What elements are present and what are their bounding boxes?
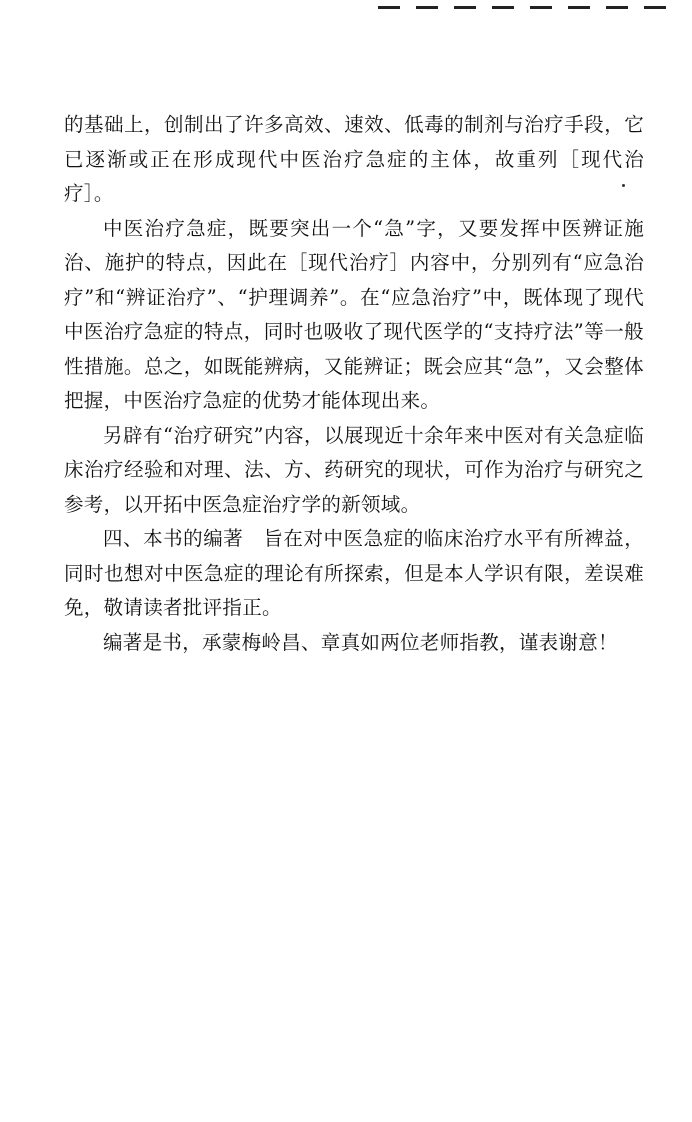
- dash: [606, 6, 628, 9]
- dash: [530, 6, 552, 9]
- dash: [492, 6, 514, 9]
- paragraph-emergency-treatment: 中医治疗急症，既要突出一个“急”字，又要发挥中医辨证施治、施护的特点，因此在［现代治疗］内容中，分别列有“应急治疗”和“辨证治疗”、“护理调养”。在“应急治疗”中，既体现了现代中医治疗急症的特点，同时也吸收了现代医学的“支持疗法”等一般性措施。总之，如既能辨病，又能辨证；既会应其“急”，又会整体把握，中医治疗急症的优势才能体现出来。: [64, 216, 644, 412]
- dash: [568, 6, 590, 9]
- dash: [416, 6, 438, 9]
- page-body: [64, 108, 644, 660]
- dash: [378, 6, 400, 9]
- dash: [644, 6, 666, 9]
- paragraph-book-compilation: 四、本书的编著 旨在对中医急症的临床治疗水平有所裨益，同时也想对中医急症的理论有所探索，但是本人学识有限，差误难免，敬请读者批评指正。: [64, 527, 644, 619]
- dash: [454, 6, 476, 9]
- paragraph-treatment-research: 另辟有“治疗研究”内容，以展现近十余年来中医对有关急症临床治疗经验和对理、法、方、药研究的现状，可作为治疗与研究之参考，以开拓中医急症治疗学的新领域。: [64, 423, 644, 516]
- paragraph-acknowledgement: 编著是书，承蒙梅岭昌、章真如两位老师指教，谨表谢意！: [103, 630, 618, 654]
- paragraph-continuation: 的基础上，创制出了许多高效、速效、低毒的制剂与治疗手段，它已逐渐或正在形成现代中医治疗急症的主体，故重列［现代治疗］。: [64, 113, 644, 205]
- top-dashed-rule: [378, 6, 692, 12]
